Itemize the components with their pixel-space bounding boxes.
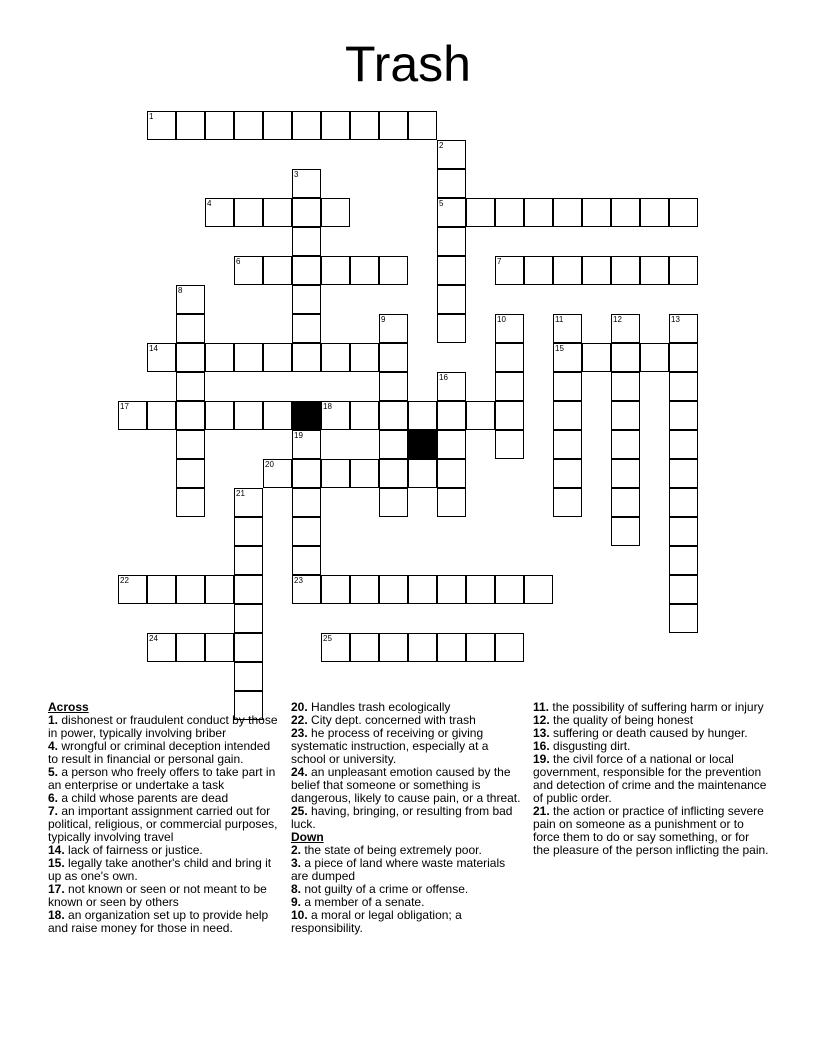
grid-cell[interactable] <box>553 372 582 401</box>
grid-cell[interactable] <box>234 604 263 633</box>
grid-cell[interactable] <box>379 575 408 604</box>
clue-label: 6. <box>48 791 59 805</box>
clue-label: 12. <box>533 713 550 727</box>
grid-cell[interactable] <box>350 575 379 604</box>
grid-cell[interactable] <box>205 633 234 662</box>
clue-number: 24 <box>149 634 158 643</box>
clue-label: 4. <box>48 739 59 753</box>
grid-cell[interactable] <box>553 343 582 372</box>
grid-cell[interactable] <box>466 575 495 604</box>
grid-cell[interactable] <box>640 343 669 372</box>
grid-cell[interactable] <box>669 314 698 343</box>
clue-number: 3 <box>294 170 299 179</box>
clue-number: 14 <box>149 344 158 353</box>
grid-cell[interactable] <box>379 488 408 517</box>
grid-cell[interactable] <box>321 575 350 604</box>
grid-cell[interactable] <box>292 227 321 256</box>
grid-cell[interactable] <box>553 430 582 459</box>
clue-label: 24. <box>291 765 308 779</box>
clue-item: 10. a moral or legal obligation; a responsibility. <box>291 908 462 935</box>
grid-cell[interactable] <box>292 343 321 372</box>
clues-column-2 <box>291 701 523 935</box>
grid-cell[interactable] <box>321 198 350 227</box>
grid-cell[interactable] <box>553 256 582 285</box>
grid-cell[interactable] <box>321 111 350 140</box>
grid-cell[interactable] <box>582 198 611 227</box>
grid-cell[interactable] <box>176 459 205 488</box>
clue-number: 17 <box>120 402 129 411</box>
grid-cell[interactable] <box>495 633 524 662</box>
grid-cell[interactable] <box>379 372 408 401</box>
grid-cell[interactable] <box>379 256 408 285</box>
clue-label: 18. <box>48 908 65 922</box>
clue-label: 13. <box>533 726 550 740</box>
grid-cell[interactable] <box>611 430 640 459</box>
grid-cell[interactable] <box>669 430 698 459</box>
clue-item: 1. dishonest or fraudulent conduct by those in power, typically involving briber <box>48 713 278 740</box>
clue-label: 14. <box>48 843 65 857</box>
clue-number: 9 <box>381 315 386 324</box>
clue-item: 19. the civil force of a national or local government, responsible for the prevention and detection of crime and the maintenance of public order. <box>533 752 767 805</box>
clue-label: 2. <box>291 843 302 857</box>
clue-label: 23. <box>291 726 308 740</box>
grid-cell[interactable] <box>176 314 205 343</box>
grid-cell[interactable] <box>292 459 321 488</box>
grid-cell[interactable] <box>611 459 640 488</box>
grid-cell[interactable] <box>147 111 176 140</box>
clue-number: 2 <box>439 141 444 150</box>
grid-cell[interactable] <box>379 111 408 140</box>
grid-cell[interactable] <box>263 256 292 285</box>
grid-cell[interactable] <box>437 285 466 314</box>
clue-label: 16. <box>533 739 550 753</box>
clue-number: 6 <box>236 257 241 266</box>
grid-cell[interactable] <box>176 430 205 459</box>
grid-cell[interactable] <box>263 401 292 430</box>
grid-cell[interactable] <box>669 488 698 517</box>
clue-number: 4 <box>207 199 212 208</box>
grid-cell[interactable] <box>292 546 321 575</box>
grid-cell[interactable] <box>292 488 321 517</box>
clue-number: 21 <box>236 489 245 498</box>
grid-cell[interactable] <box>524 198 553 227</box>
grid-cell[interactable] <box>263 343 292 372</box>
grid-cell[interactable] <box>408 111 437 140</box>
clue-number: 15 <box>555 344 564 353</box>
grid-cell[interactable] <box>234 343 263 372</box>
clue-item: 3. a piece of land where waste materials are dumped <box>291 856 506 883</box>
clue-item: 15. legally take another's child and bring it up as one's own. <box>48 856 272 883</box>
grid-cell[interactable] <box>408 575 437 604</box>
grid-cell[interactable] <box>176 401 205 430</box>
grid-cell[interactable] <box>437 401 466 430</box>
clue-number: 13 <box>671 315 680 324</box>
grid-cell[interactable] <box>669 546 698 575</box>
grid-cell[interactable] <box>669 256 698 285</box>
grid-cell[interactable] <box>408 401 437 430</box>
grid-cell[interactable] <box>669 372 698 401</box>
grid-cell[interactable] <box>263 198 292 227</box>
grid-cell[interactable] <box>466 401 495 430</box>
clue-number: 12 <box>613 315 622 324</box>
block-cell <box>292 401 321 430</box>
grid-cell[interactable] <box>495 575 524 604</box>
grid-cell[interactable] <box>408 459 437 488</box>
grid-cell[interactable] <box>176 488 205 517</box>
grid-cell[interactable] <box>408 633 437 662</box>
grid-cell[interactable] <box>669 459 698 488</box>
clues-column-1 <box>48 701 282 935</box>
clue-label: 8. <box>291 882 302 896</box>
grid-cell[interactable] <box>147 575 176 604</box>
clue-item: 4. wrongful or criminal deception intended to result in financial or personal gain. <box>48 739 271 766</box>
grid-cell[interactable] <box>118 401 147 430</box>
grid-cell[interactable] <box>147 343 176 372</box>
clue-label: 17. <box>48 882 65 896</box>
grid-cell[interactable] <box>234 198 263 227</box>
grid-cell[interactable] <box>611 343 640 372</box>
grid-cell[interactable] <box>437 140 466 169</box>
clue-number: 25 <box>323 634 332 643</box>
clue-item: 13. suffering or death caused by hunger. <box>533 726 748 740</box>
clue-label: 10. <box>291 908 308 922</box>
grid-cell[interactable] <box>350 111 379 140</box>
grid-cell[interactable] <box>524 575 553 604</box>
grid-cell[interactable] <box>379 343 408 372</box>
grid-cell[interactable] <box>292 111 321 140</box>
grid-cell[interactable] <box>234 111 263 140</box>
grid-cell[interactable] <box>379 314 408 343</box>
grid-cell[interactable] <box>437 314 466 343</box>
grid-cell[interactable] <box>292 575 321 604</box>
clue-number: 1 <box>149 112 154 121</box>
grid-cell[interactable] <box>669 604 698 633</box>
clue-item: 2. the state of being extremely poor. <box>291 843 482 857</box>
clue-label: 11. <box>533 700 550 714</box>
clue-label: 25. <box>291 804 308 818</box>
grid-cell[interactable] <box>495 401 524 430</box>
grid-cell[interactable] <box>234 575 263 604</box>
grid-cell[interactable] <box>234 401 263 430</box>
grid-cell[interactable] <box>234 256 263 285</box>
grid-cell[interactable] <box>437 633 466 662</box>
clue-item: 25. having, bringing, or resulting from bad luck. <box>291 804 513 831</box>
grid-cell[interactable] <box>205 343 234 372</box>
grid-cell[interactable] <box>263 111 292 140</box>
grid-cell[interactable] <box>466 198 495 227</box>
grid-cell[interactable] <box>495 198 524 227</box>
clue-item: 18. an organization set up to provide help and raise money for those in need. <box>48 908 269 935</box>
grid-cell[interactable] <box>582 343 611 372</box>
clue-number: 5 <box>439 199 444 208</box>
clue-item: 17. not known or seen or not meant to be known or seen by others <box>48 882 267 909</box>
grid-cell[interactable] <box>205 401 234 430</box>
grid-cell[interactable] <box>553 314 582 343</box>
grid-cell[interactable] <box>437 459 466 488</box>
grid-cell[interactable] <box>350 459 379 488</box>
grid-cell[interactable] <box>437 198 466 227</box>
grid-cell[interactable] <box>118 575 147 604</box>
clue-item: 22. City dept. concerned with trash <box>291 713 476 727</box>
grid-cell[interactable] <box>292 517 321 546</box>
clue-item: 20. Handles trash ecologically <box>291 700 451 714</box>
clue-item: 24. an unpleasant emotion caused by the belief that someone or something is dangerous, likely to cause pain, or a threat. <box>291 765 521 805</box>
clue-label: 9. <box>291 895 302 909</box>
clue-number: 16 <box>439 373 448 382</box>
grid-cell[interactable] <box>205 575 234 604</box>
grid-cell[interactable] <box>350 256 379 285</box>
grid-cell[interactable] <box>495 256 524 285</box>
grid-cell[interactable] <box>669 517 698 546</box>
clue-number: 7 <box>497 257 502 266</box>
down-header: Down <box>291 830 324 844</box>
grid-cell[interactable] <box>234 662 263 691</box>
grid-cell[interactable] <box>437 488 466 517</box>
grid-cell[interactable] <box>321 343 350 372</box>
clues-column-3 <box>533 701 769 857</box>
grid-cell[interactable] <box>292 430 321 459</box>
grid-cell[interactable] <box>379 401 408 430</box>
grid-cell[interactable] <box>524 256 553 285</box>
clue-number: 8 <box>178 286 183 295</box>
grid-cell[interactable] <box>234 517 263 546</box>
grid-cell[interactable] <box>321 256 350 285</box>
grid-cell[interactable] <box>292 198 321 227</box>
grid-cell[interactable] <box>611 198 640 227</box>
grid-cell[interactable] <box>553 459 582 488</box>
grid-cell[interactable] <box>611 372 640 401</box>
clue-number: 11 <box>555 315 564 324</box>
grid-cell[interactable] <box>669 198 698 227</box>
grid-cell[interactable] <box>437 227 466 256</box>
clue-number: 10 <box>497 315 506 324</box>
grid-cell[interactable] <box>292 314 321 343</box>
grid-cell[interactable] <box>437 430 466 459</box>
clue-label: 20. <box>291 700 308 714</box>
grid-cell[interactable] <box>176 285 205 314</box>
clue-label: 3. <box>291 856 302 870</box>
grid-cell[interactable] <box>147 401 176 430</box>
grid-cell[interactable] <box>350 633 379 662</box>
grid-cell[interactable] <box>379 633 408 662</box>
grid-cell[interactable] <box>437 575 466 604</box>
grid-cell[interactable] <box>292 256 321 285</box>
grid-cell[interactable] <box>582 256 611 285</box>
clue-item: 11. the possibility of suffering harm or injury <box>533 700 764 714</box>
grid-cell[interactable] <box>553 401 582 430</box>
grid-cell[interactable] <box>437 169 466 198</box>
clue-label: 1. <box>48 713 59 727</box>
clue-item: 7. an important assignment carried out for political, religious, or commercial purposes, typically involving travel <box>48 804 278 844</box>
grid-cell[interactable] <box>176 575 205 604</box>
clue-number: 20 <box>265 460 274 469</box>
grid-cell[interactable] <box>205 111 234 140</box>
clue-label: 15. <box>48 856 65 870</box>
grid-cell[interactable] <box>640 198 669 227</box>
grid-cell[interactable] <box>495 372 524 401</box>
grid-cell[interactable] <box>234 546 263 575</box>
clue-number: 22 <box>120 576 129 585</box>
grid-cell[interactable] <box>321 459 350 488</box>
grid-cell[interactable] <box>640 256 669 285</box>
clue-item: 6. a child whose parents are dead <box>48 791 229 805</box>
grid-cell[interactable] <box>234 488 263 517</box>
clue-item: 9. a member of a senate. <box>291 895 425 909</box>
grid-cell[interactable] <box>437 256 466 285</box>
grid-cell[interactable] <box>321 633 350 662</box>
grid-cell[interactable] <box>321 401 350 430</box>
grid-cell[interactable] <box>611 256 640 285</box>
clue-label: 19. <box>533 752 550 766</box>
grid-cell[interactable] <box>611 488 640 517</box>
grid-cell[interactable] <box>669 401 698 430</box>
grid-cell[interactable] <box>147 633 176 662</box>
grid-cell[interactable] <box>176 111 205 140</box>
grid-cell[interactable] <box>205 198 234 227</box>
across-header: Across <box>48 700 89 714</box>
grid-cell[interactable] <box>611 314 640 343</box>
clue-label: 22. <box>291 713 308 727</box>
grid-cell[interactable] <box>553 198 582 227</box>
grid-cell[interactable] <box>495 314 524 343</box>
grid-cell[interactable] <box>466 633 495 662</box>
clue-item: 8. not guilty of a crime or offense. <box>291 882 469 896</box>
grid-cell[interactable] <box>234 633 263 662</box>
grid-cell[interactable] <box>176 343 205 372</box>
clue-item: 16. disgusting dirt. <box>533 739 631 753</box>
clue-item: 23. he process of receiving or giving systematic instruction, especially at a school or university. <box>291 726 489 766</box>
clue-item: 5. a person who freely offers to take part in an enterprise or undertake a task <box>48 765 276 792</box>
clue-item: 21. the action or practice of inflicting severe pain on someone as a punishment or to force them to do or say something, or for the pleasure of the person inflicting the pain. <box>533 804 769 857</box>
clue-number: 23 <box>294 576 303 585</box>
grid-cell[interactable] <box>669 575 698 604</box>
clue-number: 18 <box>323 402 332 411</box>
page-title: Trash <box>345 36 471 92</box>
grid-cell[interactable] <box>350 401 379 430</box>
grid-cell[interactable] <box>495 343 524 372</box>
grid-cell[interactable] <box>611 401 640 430</box>
grid-cell[interactable] <box>176 372 205 401</box>
clue-item: 14. lack of fairness or justice. <box>48 843 203 857</box>
clue-label: 7. <box>48 804 59 818</box>
grid-cell[interactable] <box>437 372 466 401</box>
clue-item: 12. the quality of being honest <box>533 713 694 727</box>
grid-cell[interactable] <box>176 633 205 662</box>
grid-cell[interactable] <box>611 517 640 546</box>
grid-cell[interactable] <box>553 488 582 517</box>
grid-cell[interactable] <box>292 169 321 198</box>
block-cell <box>408 430 437 459</box>
clue-label: 21. <box>533 804 550 818</box>
grid-cell[interactable] <box>495 430 524 459</box>
grid-cell[interactable] <box>292 285 321 314</box>
grid-cell[interactable] <box>379 459 408 488</box>
grid-cell[interactable] <box>669 343 698 372</box>
grid-cell[interactable] <box>350 343 379 372</box>
clue-number: 19 <box>294 431 303 440</box>
grid-cell[interactable] <box>379 430 408 459</box>
grid-cell[interactable] <box>263 459 292 488</box>
clue-label: 5. <box>48 765 59 779</box>
